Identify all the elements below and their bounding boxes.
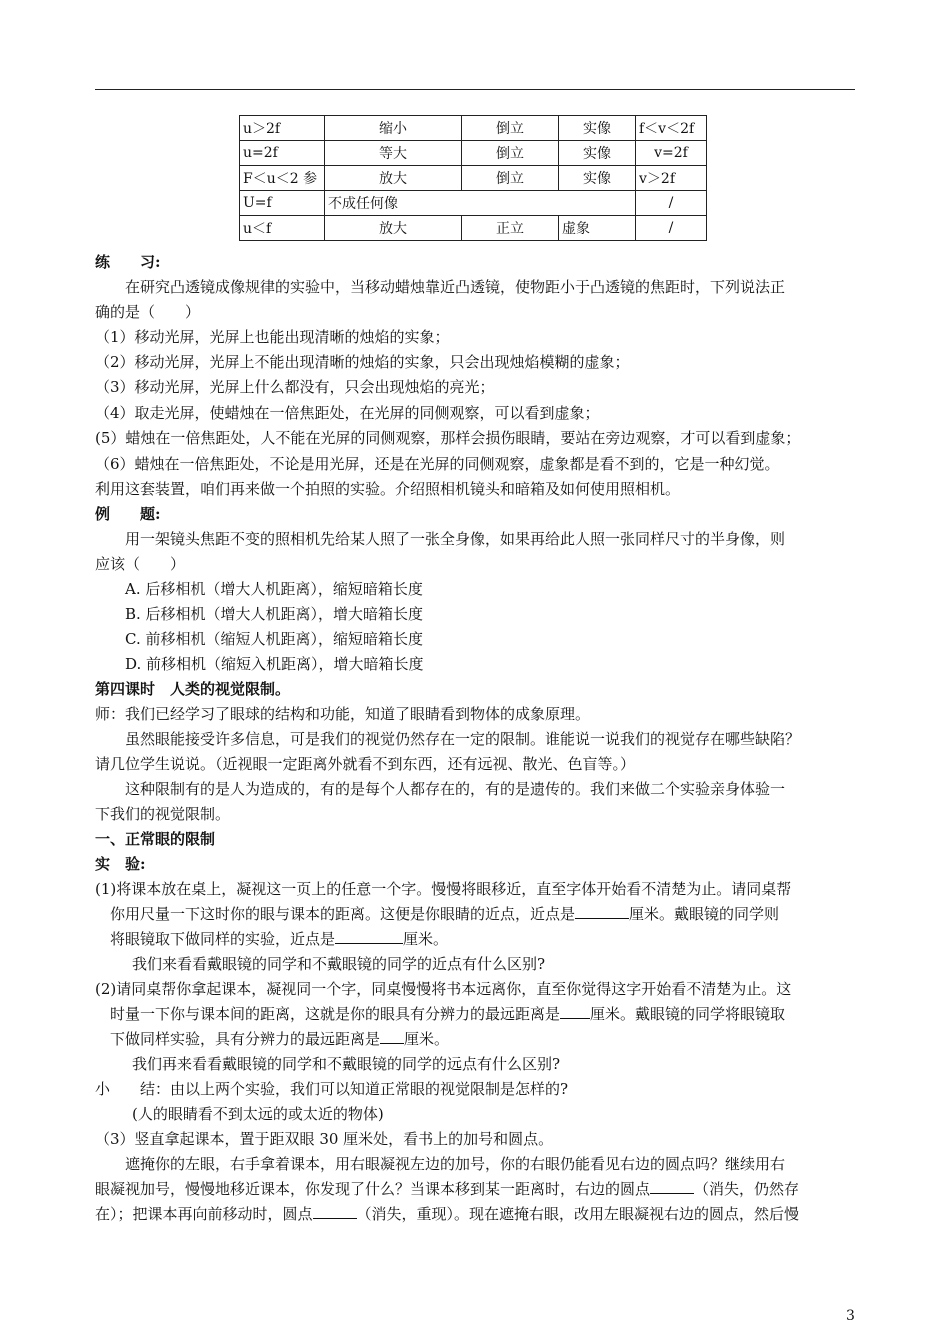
table-cell: f＜v＜2f (636, 116, 707, 141)
practice-heading: 练 习: (95, 253, 161, 271)
text-span: 厘米。戴眼镜的同学将眼镜取 (590, 1005, 786, 1023)
table-cell: 放大 (325, 166, 462, 191)
experiment-heading: 实 验: (95, 855, 146, 873)
fill-blank[interactable] (313, 1202, 357, 1219)
table-cell: 放大 (325, 216, 462, 241)
experiment-question: 我们再来看看戴眼镜的同学和不戴眼镜的同学的远点有什么区别? (132, 1055, 561, 1073)
table-cell: 虚象 (559, 216, 636, 241)
practice-option: （4）取走光屏，使蜡烛在一倍焦距处，在光屏的同侧观察，可以看到虚象； (95, 404, 600, 422)
table-row (240, 166, 707, 191)
table-cell: v＞2f (636, 166, 707, 191)
example-heading: 例 题: (95, 505, 161, 523)
text-span: 下做同样实验，具有分辨力的最远距离是 (110, 1030, 381, 1048)
table-row (240, 216, 707, 241)
experiment-step-cont (110, 902, 779, 926)
table-cell: 实像 (559, 141, 636, 166)
table-cell: u=2f (240, 141, 325, 166)
experiment-step-cont (110, 1002, 785, 1026)
table-cell: u＞2f (240, 116, 325, 141)
lesson-heading: 第四课时 人类的视觉限制。 (95, 680, 291, 698)
table-cell: 正立 (462, 216, 559, 241)
table-cell: 倒立 (462, 166, 559, 191)
text-span: 在）；把课本再向前移动时，圆点 (95, 1205, 313, 1223)
experiment-step: (1)将课本放在桌上，凝视这一页上的任意一个字。慢慢将眼移近，直至字体开始看不清楚为止。请同桌帮 (95, 880, 792, 898)
practice-question-cont: 确的是（ ） (95, 303, 201, 321)
practice-question: 在研究凸透镜成像规律的实验中，当移动蜡烛靠近凸透镜，使物距小于凸透镜的焦距时，下列说法正 (125, 278, 786, 296)
example-option: A. 后移相机（增大人机距离），缩短暗箱长度 (125, 580, 423, 598)
table-row (240, 116, 707, 141)
paragraph: 这种限制有的是人为造成的，有的是每个人都存在的，有的是遗传的。我们来做二个实验亲身体验一 (125, 780, 786, 798)
summary-answer: (人的眼睛看不到太远的或太近的物体) (132, 1105, 384, 1123)
table-cell: u＜f (240, 216, 325, 241)
text-span: 时量一下你与课本间的距离，这就是你的眼具有分辨力的最远距离是 (110, 1005, 561, 1023)
text-span: 眼凝视加号，慢慢地移近课本，你发现了什么？当课本移到某一距离时，右边的圆点 (95, 1180, 651, 1198)
lens-imaging-table (239, 115, 707, 241)
table-cell: / (636, 216, 707, 241)
practice-option: （6）蜡烛在一倍焦距处，不论是用光屏，还是在光屏的同侧观察，虚象都是看不到的，它是一种幻觉。 (95, 455, 780, 473)
paragraph-cont (95, 1202, 799, 1226)
table-cell: 倒立 (462, 116, 559, 141)
paragraph-cont: 下我们的视觉限制。 (95, 805, 231, 823)
text-span: （消失，仍然存 (694, 1180, 800, 1198)
table-cell: 实像 (559, 116, 636, 141)
practice-option: （1）移动光屏，光屏上也能出现清晰的烛焰的实象； (95, 328, 450, 346)
text-span: （消失，重现）。现在遮掩右眼，改用左眼凝视右边的圆点，然后慢 (356, 1205, 800, 1223)
practice-note: 利用这套装置，咱们再来做一个拍照的实验。介绍照相机镜头和暗箱及如何使用照相机。 (95, 480, 681, 498)
fill-blank[interactable] (575, 902, 629, 919)
fill-blank[interactable] (650, 1177, 694, 1194)
text-span: 厘米。 (403, 930, 449, 948)
page-number: 3 (846, 1308, 855, 1324)
text-span: 将眼镜取下做同样的实验，近点是 (110, 930, 336, 948)
paragraph-cont: 请几位学生说说。（近视眼一定距离外就看不到东西，还有远视、散光、色盲等。） (95, 755, 636, 773)
example-question-cont: 应该（ ） (95, 555, 186, 573)
text-span: 厘米。戴眼镜的同学则 (629, 905, 780, 923)
table-cell: 倒立 (462, 141, 559, 166)
paragraph: 遮掩你的左眼，右手拿着课本，用右眼凝视左边的加号，你的右眼仍能看见右边的圆点吗？继续用右 (125, 1155, 786, 1173)
fill-blank[interactable] (335, 927, 403, 944)
table-cell: 等大 (325, 141, 462, 166)
section-heading: 一、正常眼的限制 (95, 830, 216, 848)
table-row (240, 191, 707, 216)
paragraph: 虽然眼能接受许多信息，可是我们的视觉仍然存在一定的限制。谁能说一说我们的视觉存在哪些缺陷？ (125, 730, 801, 748)
table-cell: 实像 (559, 166, 636, 191)
header-rule (95, 89, 855, 90)
text-span: 厘米。 (404, 1030, 450, 1048)
paragraph-cont (95, 1177, 799, 1201)
example-question: 用一架镜头焦距不变的照相机先给某人照了一张全身像，如果再给此人照一张同样尺寸的半身像，则 (125, 530, 786, 548)
fill-blank[interactable] (380, 1027, 404, 1044)
experiment-step-cont (110, 927, 448, 951)
example-option: D. 前移相机（缩短入机距离），增大暗箱长度 (125, 655, 424, 673)
table-row (240, 141, 707, 166)
text-span: 你用尺量一下这时你的眼与课本的距离。这便是你眼睛的近点，近点是 (110, 905, 576, 923)
experiment-step: (2)请同桌帮你拿起课本，凝视同一个字，同桌慢慢将书本远离你，直至你觉得这字开始看不清楚为止。这 (95, 980, 792, 998)
table-cell: v=2f (636, 141, 707, 166)
example-option: C. 前移相机（缩短人机距离），缩短暗箱长度 (125, 630, 423, 648)
practice-option: （2）移动光屏，光屏上不能出现清晰的烛焰的实象，只会出现烛焰模糊的虚象； (95, 353, 630, 371)
practice-option: (5）蜡烛在一倍焦距处，人不能在光屏的同侧观察，那样会损伤眼睛，要站在旁边观察，才可以看到虚象； (95, 429, 801, 447)
table-cell: 不成任何像 (325, 191, 636, 216)
example-option: B. 后移相机（增大人机距离），增大暗箱长度 (125, 605, 424, 623)
table-cell: F＜u＜2 参 (240, 166, 325, 191)
table-cell: U=f (240, 191, 325, 216)
experiment-step-cont (110, 1027, 449, 1051)
paragraph: 师：我们已经学习了眼球的结构和功能，知道了眼睛看到物体的成象原理。 (95, 705, 591, 723)
experiment-question: 我们来看看戴眼镜的同学和不戴眼镜的同学的近点有什么区别? (132, 955, 546, 973)
summary: 小 结：由以上两个实验，我们可以知道正常眼的视觉限制是怎样的? (95, 1080, 569, 1098)
table-cell: 缩小 (325, 116, 462, 141)
table-cell: / (636, 191, 707, 216)
experiment-step: （3）竖直拿起课本，置于距双眼 30 厘米处，看书上的加号和圆点。 (95, 1130, 554, 1148)
fill-blank[interactable] (560, 1002, 590, 1019)
practice-option: （3）移动光屏，光屏上什么都没有，只会出现烛焰的亮光； (95, 378, 495, 396)
